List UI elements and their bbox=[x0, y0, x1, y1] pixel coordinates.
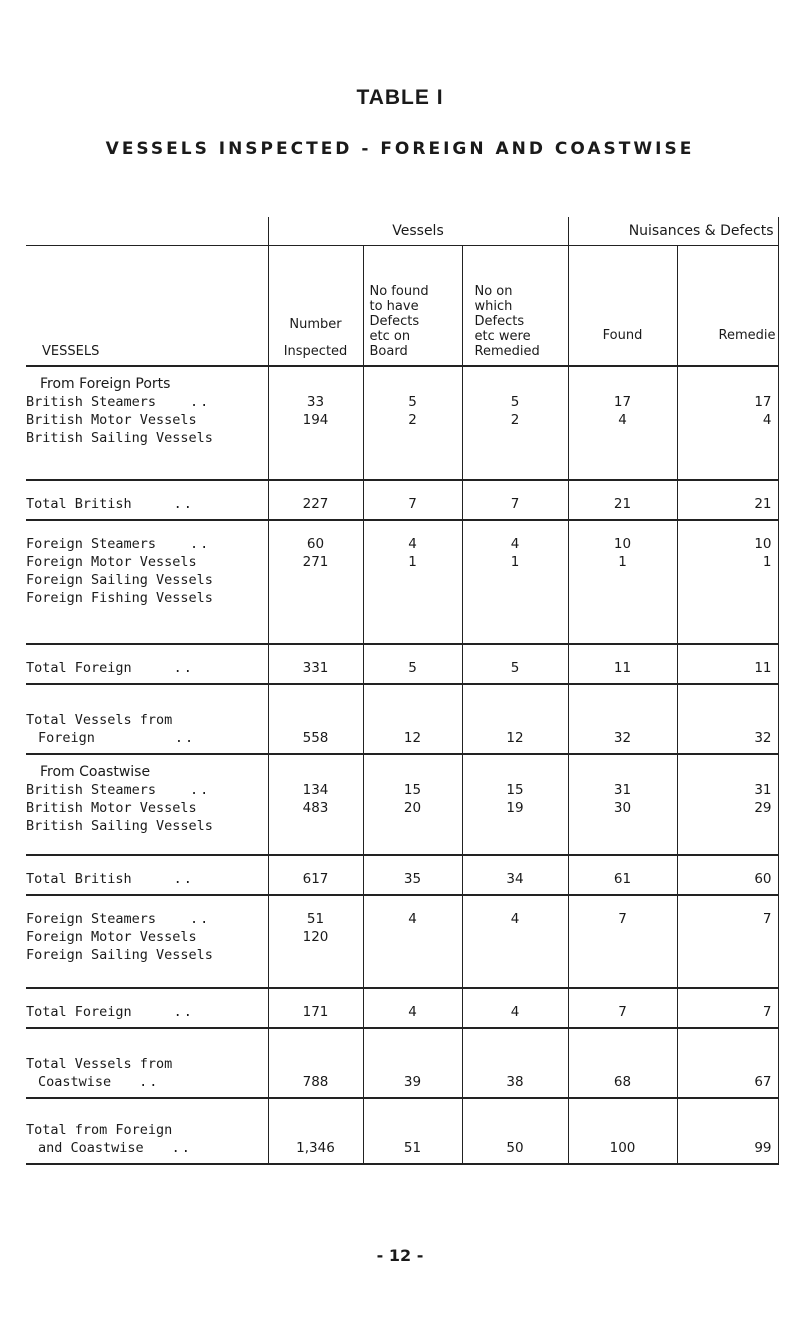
value: 10 bbox=[613, 536, 632, 552]
detail-block bbox=[26, 520, 778, 644]
total-cell-inspected: 331 bbox=[268, 644, 363, 684]
total-cell-remedied: 32 bbox=[677, 684, 778, 754]
value: 5 bbox=[510, 394, 520, 410]
total-cell-remedied: 60 bbox=[677, 855, 778, 895]
value: 15 bbox=[403, 782, 422, 798]
value bbox=[269, 946, 363, 964]
total-cell-remedied-vessels: 50 bbox=[462, 1098, 568, 1164]
value-cell-remedied bbox=[677, 895, 778, 988]
value: 134 bbox=[302, 782, 329, 798]
value: 31 bbox=[754, 782, 772, 798]
section-heading: From Foreign Ports bbox=[40, 376, 171, 392]
value: 2 bbox=[510, 412, 520, 428]
total-cell-remedied-vessels: 38 bbox=[462, 1028, 568, 1098]
vessel-label-cell bbox=[26, 366, 268, 480]
value-cell-remedied bbox=[677, 366, 778, 480]
section-heading: From Coastwise bbox=[40, 764, 151, 780]
total-cell-defects: 51 bbox=[363, 1098, 462, 1164]
total-row bbox=[26, 1028, 778, 1098]
total-cell-inspected: 171 bbox=[268, 988, 363, 1028]
total-label-cell bbox=[26, 1028, 268, 1098]
value: 1 bbox=[510, 554, 520, 570]
value bbox=[269, 429, 363, 447]
total-cell-remedied: 11 bbox=[677, 644, 778, 684]
value: 4 bbox=[510, 911, 520, 927]
value: 31 bbox=[613, 782, 632, 798]
total-label-line bbox=[26, 1003, 268, 1021]
table-body bbox=[26, 366, 778, 1164]
value bbox=[569, 571, 677, 589]
value-cell-defects bbox=[363, 754, 462, 855]
header-text: No found bbox=[369, 284, 429, 299]
total-label-line bbox=[26, 659, 268, 677]
value: 17 bbox=[613, 394, 632, 410]
header-text: Remedied bbox=[474, 344, 540, 359]
value bbox=[678, 429, 772, 447]
total-cell-defects: 4 bbox=[363, 988, 462, 1028]
vessel-type: British Motor Vessels bbox=[26, 412, 197, 428]
value: 2 bbox=[408, 412, 417, 428]
value: 120 bbox=[302, 929, 329, 945]
vessel-type: British Steamers bbox=[26, 782, 157, 798]
total-cell-found: 32 bbox=[568, 684, 677, 754]
total-cell-defects: 7 bbox=[363, 480, 462, 520]
total-label-continued: Foreign bbox=[38, 730, 95, 746]
vessel-row-label bbox=[26, 429, 268, 447]
vessel-type: Foreign Sailing Vessels bbox=[26, 572, 213, 588]
vessel-type: British Motor Vessels bbox=[26, 800, 197, 816]
vessel-type: Foreign Motor Vessels bbox=[26, 929, 197, 945]
value bbox=[678, 589, 772, 607]
total-label: Total Vessels from bbox=[26, 712, 173, 728]
total-cell-inspected: 788 bbox=[268, 1028, 363, 1098]
total-label: Total British bbox=[26, 871, 132, 887]
vessel-type: Foreign Motor Vessels bbox=[26, 554, 197, 570]
value bbox=[463, 589, 568, 607]
total-cell-remedied: 67 bbox=[677, 1028, 778, 1098]
total-row bbox=[26, 855, 778, 895]
value: 4 bbox=[762, 412, 772, 428]
value bbox=[364, 817, 462, 835]
value-cell-defects bbox=[363, 520, 462, 644]
value: 5 bbox=[408, 394, 417, 410]
total-cell-inspected: 558 bbox=[268, 684, 363, 754]
value: 4 bbox=[510, 536, 520, 552]
total-cell-defects: 5 bbox=[363, 644, 462, 684]
header-text: No on bbox=[474, 284, 513, 299]
value: 20 bbox=[403, 800, 422, 816]
total-label-cell bbox=[26, 855, 268, 895]
total-row bbox=[26, 480, 778, 520]
value bbox=[364, 571, 462, 589]
total-cell-inspected: 227 bbox=[268, 480, 363, 520]
value: 60 bbox=[306, 536, 325, 552]
header-text: which bbox=[474, 299, 513, 314]
header-group-nuisances: Nuisances & Defects bbox=[568, 217, 778, 246]
total-label-cell bbox=[26, 1098, 268, 1164]
total-row bbox=[26, 988, 778, 1028]
vessel-row-label bbox=[26, 910, 268, 928]
header-found-defects bbox=[363, 246, 462, 367]
header-text: Number bbox=[289, 317, 342, 332]
vessel-type: Foreign Sailing Vessels bbox=[26, 947, 213, 963]
total-label-line bbox=[26, 495, 268, 513]
leader-dots: .. bbox=[173, 1004, 194, 1020]
total-cell-inspected: 1,346 bbox=[268, 1098, 363, 1164]
leader-dots: .. bbox=[139, 1074, 160, 1090]
total-cell-remedied-vessels: 7 bbox=[462, 480, 568, 520]
value-cell-remedied-vessels bbox=[462, 366, 568, 480]
total-cell-defects: 35 bbox=[363, 855, 462, 895]
value bbox=[364, 429, 462, 447]
value-cell-remedied bbox=[677, 520, 778, 644]
value: 30 bbox=[613, 800, 632, 816]
vessel-row-label bbox=[26, 571, 268, 589]
value: 29 bbox=[754, 800, 772, 816]
value: 19 bbox=[506, 800, 524, 816]
value: 51 bbox=[306, 911, 325, 927]
total-label: Total Foreign bbox=[26, 660, 132, 676]
leader-dots: .. bbox=[173, 496, 194, 512]
value bbox=[569, 946, 677, 964]
value bbox=[269, 589, 363, 607]
vessel-type: British Steamers bbox=[26, 394, 157, 410]
value-cell-remedied-vessels bbox=[462, 895, 568, 988]
value-cell-inspected bbox=[268, 754, 363, 855]
total-label-continued: Coastwise bbox=[38, 1074, 112, 1090]
vessel-type: Foreign Fishing Vessels bbox=[26, 590, 213, 606]
value: 1 bbox=[762, 554, 772, 570]
total-cell-inspected: 617 bbox=[268, 855, 363, 895]
value-cell-remedied-vessels bbox=[462, 754, 568, 855]
value-cell-inspected bbox=[268, 520, 363, 644]
total-row bbox=[26, 644, 778, 684]
vessel-row-label bbox=[26, 817, 268, 835]
value: 10 bbox=[754, 536, 772, 552]
total-label: Total from Foreign bbox=[26, 1122, 173, 1138]
value-cell-found bbox=[568, 754, 677, 855]
header-text: Defects bbox=[369, 314, 420, 329]
header-text: Defects bbox=[474, 314, 525, 329]
value-cell-defects bbox=[363, 895, 462, 988]
total-cell-remedied: 99 bbox=[677, 1098, 778, 1164]
value: 7 bbox=[618, 911, 627, 927]
table-subtitle: VESSELS INSPECTED - FOREIGN AND COASTWISE bbox=[105, 139, 695, 159]
value: 271 bbox=[302, 554, 329, 570]
leader-dots: .. bbox=[173, 660, 194, 676]
value bbox=[364, 946, 462, 964]
header-text: to have bbox=[369, 299, 419, 314]
total-row bbox=[26, 684, 778, 754]
vessel-row-label bbox=[26, 781, 268, 799]
vessel-label-cell bbox=[26, 895, 268, 988]
vessel-row-label bbox=[26, 411, 268, 429]
vessel-type: Foreign Steamers bbox=[26, 536, 157, 552]
value-cell-found bbox=[568, 895, 677, 988]
value bbox=[569, 429, 677, 447]
total-cell-found: 11 bbox=[568, 644, 677, 684]
value bbox=[463, 571, 568, 589]
total-cell-remedied-vessels: 4 bbox=[462, 988, 568, 1028]
value bbox=[678, 817, 772, 835]
value: 1 bbox=[618, 554, 627, 570]
detail-block bbox=[26, 366, 778, 480]
value-cell-remedied bbox=[677, 754, 778, 855]
vessel-label-cell bbox=[26, 754, 268, 855]
total-row bbox=[26, 1098, 778, 1164]
leader-dots: .. bbox=[190, 911, 211, 927]
value bbox=[463, 817, 568, 835]
value: 483 bbox=[302, 800, 329, 816]
header-found: Found bbox=[568, 246, 677, 367]
vessel-row-label bbox=[26, 946, 268, 964]
vessel-row-label bbox=[26, 589, 268, 607]
header-row bbox=[26, 246, 778, 367]
vessel-type: British Sailing Vessels bbox=[26, 430, 213, 446]
value-cell-defects bbox=[363, 366, 462, 480]
leader-dots: .. bbox=[190, 394, 211, 410]
value bbox=[269, 571, 363, 589]
total-cell-found: 68 bbox=[568, 1028, 677, 1098]
header-text: etc were bbox=[474, 329, 531, 344]
leader-dots: .. bbox=[173, 871, 194, 887]
total-label-line2 bbox=[26, 1073, 268, 1091]
value bbox=[678, 928, 772, 946]
header-blank bbox=[26, 217, 268, 246]
value bbox=[569, 928, 677, 946]
table-title: TABLE I bbox=[356, 86, 444, 109]
total-cell-remedied: 21 bbox=[677, 480, 778, 520]
value: 1 bbox=[408, 554, 417, 570]
header-group-vessels: Vessels bbox=[268, 217, 568, 246]
value: 33 bbox=[306, 394, 325, 410]
total-label: Total British bbox=[26, 496, 132, 512]
leader-dots: .. bbox=[171, 1140, 192, 1156]
total-cell-defects: 12 bbox=[363, 684, 462, 754]
value: 194 bbox=[302, 412, 329, 428]
value-cell-found bbox=[568, 366, 677, 480]
total-cell-remedied: 7 bbox=[677, 988, 778, 1028]
leader-dots: .. bbox=[190, 782, 211, 798]
value bbox=[678, 571, 772, 589]
value bbox=[463, 946, 568, 964]
total-label-cell bbox=[26, 644, 268, 684]
value: 15 bbox=[506, 782, 524, 798]
value: 4 bbox=[618, 412, 627, 428]
header-text: etc on bbox=[369, 329, 411, 344]
leader-dots: .. bbox=[174, 730, 196, 746]
header-text: Inspected bbox=[283, 344, 348, 359]
value bbox=[364, 589, 462, 607]
detail-block bbox=[26, 754, 778, 855]
vessel-row-label bbox=[26, 393, 268, 411]
page-number: - 12 - bbox=[376, 1246, 424, 1265]
total-cell-remedied-vessels: 5 bbox=[462, 644, 568, 684]
total-label-continued: and Coastwise bbox=[38, 1140, 144, 1156]
value-cell-inspected bbox=[268, 895, 363, 988]
total-label: Total Foreign bbox=[26, 1004, 132, 1020]
value: 4 bbox=[408, 911, 417, 927]
value-cell-inspected bbox=[268, 366, 363, 480]
vessel-row-label bbox=[26, 553, 268, 571]
value-cell-remedied-vessels bbox=[462, 520, 568, 644]
vessel-label-cell bbox=[26, 520, 268, 644]
total-label-line bbox=[26, 870, 268, 888]
value bbox=[463, 928, 568, 946]
value bbox=[463, 429, 568, 447]
total-label-cell bbox=[26, 684, 268, 754]
vessel-type: British Sailing Vessels bbox=[26, 818, 213, 834]
value bbox=[569, 817, 677, 835]
value: 17 bbox=[754, 394, 772, 410]
total-label-cell bbox=[26, 480, 268, 520]
total-cell-remedied-vessels: 34 bbox=[462, 855, 568, 895]
leader-dots: .. bbox=[190, 536, 211, 552]
total-label: Total Vessels from bbox=[26, 1056, 173, 1072]
vessel-row-label bbox=[26, 535, 268, 553]
header-number-inspected bbox=[268, 246, 363, 367]
value: 7 bbox=[762, 911, 772, 927]
header-defects-remedied bbox=[462, 246, 568, 367]
value bbox=[569, 589, 677, 607]
total-label-cell bbox=[26, 988, 268, 1028]
vessel-type: Foreign Steamers bbox=[26, 911, 157, 927]
detail-block bbox=[26, 895, 778, 988]
header-group-row bbox=[26, 217, 778, 246]
total-cell-defects: 39 bbox=[363, 1028, 462, 1098]
value: 4 bbox=[408, 536, 417, 552]
vessels-table bbox=[26, 217, 779, 1165]
value bbox=[269, 817, 363, 835]
value bbox=[678, 946, 772, 964]
total-cell-found: 21 bbox=[568, 480, 677, 520]
total-label-line2 bbox=[26, 729, 268, 747]
total-cell-remedied-vessels: 12 bbox=[462, 684, 568, 754]
value bbox=[364, 928, 462, 946]
header-text: Board bbox=[369, 344, 408, 359]
total-cell-found: 7 bbox=[568, 988, 677, 1028]
value-cell-found bbox=[568, 520, 677, 644]
total-cell-found: 61 bbox=[568, 855, 677, 895]
header-vessels: VESSELS bbox=[26, 246, 268, 367]
header-remedied: Remedie bbox=[677, 246, 778, 367]
vessel-row-label bbox=[26, 799, 268, 817]
total-label-line2 bbox=[26, 1139, 268, 1157]
total-cell-found: 100 bbox=[568, 1098, 677, 1164]
vessel-row-label bbox=[26, 928, 268, 946]
